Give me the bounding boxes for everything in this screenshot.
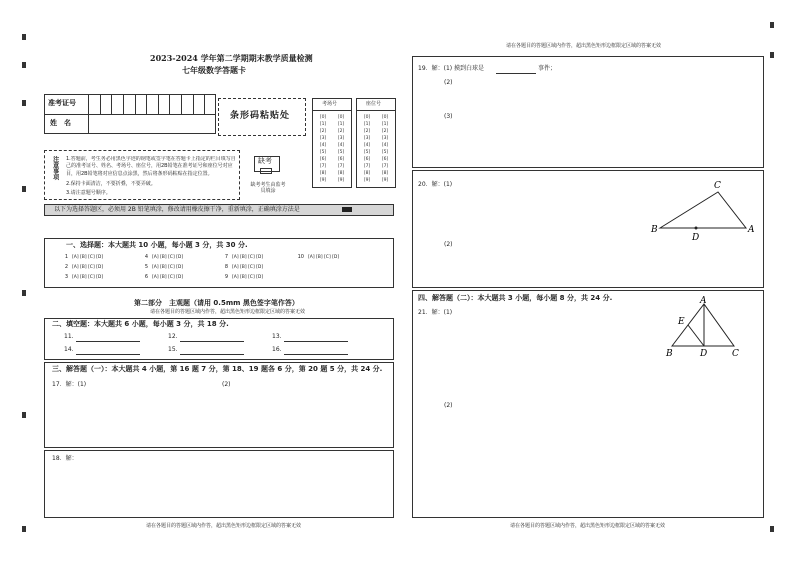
q17-part1: 17．解：(1) <box>52 381 87 388</box>
bubble[interactable]: [0] <box>381 115 389 120</box>
bubble[interactable]: [4] <box>319 143 327 149</box>
bubble[interactable]: [3] <box>381 136 389 142</box>
q19-part1: 19．解：(1) 摸到白球是 <box>418 65 485 72</box>
exam-id-label: 准考证号 <box>48 99 76 107</box>
barcode-label: 条形码粘贴处 <box>230 111 291 121</box>
registration-mark <box>22 290 26 296</box>
bubble[interactable]: [6] <box>381 157 389 163</box>
choice-row[interactable] <box>140 254 183 260</box>
question-number: 8 <box>224 264 228 270</box>
bubble[interactable]: [0] <box>337 115 345 120</box>
q17-part2: (2) <box>222 381 231 388</box>
q19-suffix: 事件； <box>538 65 557 72</box>
seat-label: 座位号 <box>366 101 382 107</box>
bubble[interactable]: [7] <box>319 164 327 170</box>
bubble[interactable]: [2] <box>337 129 345 135</box>
answer-blank[interactable] <box>180 354 244 355</box>
q20-part1: 20．解：(1) <box>418 181 453 188</box>
q21-part2: (2) <box>444 402 453 409</box>
bubble[interactable]: [2] <box>319 129 327 135</box>
label-c: C <box>714 181 721 191</box>
fill-q15: 15. <box>168 346 178 353</box>
fill-instruction: 以下为选择答题区，必须用 2B 铅笔填涂，修改请用橡皮擦干净，重新填涂，正确填涂方法是 <box>54 206 300 213</box>
bubble[interactable]: [1] <box>363 122 371 128</box>
answer1-title: 三、解答题（一）：本大题共 4 小题，第 16 题 7 分，第 18、19 题各 6 分，第 20 题 5 分，共 24 分. <box>52 365 383 373</box>
registration-mark <box>22 62 26 68</box>
bubble[interactable]: [8] <box>319 171 327 177</box>
bubble[interactable]: [4] <box>337 143 345 149</box>
part2-note: 请在各题目的答题区域内作答，超出黑色矩形边框限定区域的答案无效 <box>150 309 306 315</box>
segment-ed <box>688 325 704 346</box>
registration-mark <box>22 412 26 418</box>
notice-item-3: 2.保持卡面清洁，不要折叠，不要弄破。 <box>66 181 156 187</box>
registration-mark <box>770 526 774 532</box>
q19-part2: (2) <box>444 79 453 86</box>
registration-mark <box>22 34 26 40</box>
seat-bubbles-1[interactable] <box>360 116 374 184</box>
left-footer-note: 请在各题目的答题区域内作答，超出黑色矩形边框限定区域的答案无效 <box>146 523 302 529</box>
question-number: 5 <box>144 264 148 270</box>
divider <box>356 110 396 111</box>
exam-room-label: 考场号 <box>322 101 338 107</box>
bubble[interactable]: [6] <box>337 157 345 163</box>
exam-title: 2023-2024 学年第二学期期末教学质量检测 <box>150 53 313 63</box>
bubble[interactable]: [0] <box>363 115 371 120</box>
label-a: A <box>748 225 755 235</box>
bubble[interactable]: [6] <box>319 157 327 163</box>
label-b: B <box>666 349 673 359</box>
bubble[interactable]: [9] <box>337 178 345 184</box>
choice-row[interactable] <box>60 254 103 260</box>
choice-bubbles[interactable]: [A] [B] [C] [D] <box>308 254 340 260</box>
bubble[interactable]: [8] <box>337 171 345 177</box>
fill-q16: 16. <box>272 346 282 353</box>
bubble[interactable]: [0] <box>319 115 327 120</box>
fill-q13: 13. <box>272 333 282 340</box>
choice-bubbles[interactable]: [A] [B] [C] [D] <box>72 274 104 280</box>
choice-bubbles[interactable]: [A] [B] [C] [D] <box>232 274 264 280</box>
filled-sample-mark <box>342 207 352 212</box>
bubble[interactable]: [9] <box>363 178 371 184</box>
answer-blank[interactable] <box>180 341 244 342</box>
answer-blank[interactable] <box>76 354 140 355</box>
choice-row[interactable] <box>296 254 339 260</box>
triangle-figure-21 <box>660 294 744 360</box>
bubble[interactable]: [2] <box>381 129 389 135</box>
fill-q11: 11. <box>64 333 74 340</box>
answer-section-19[interactable] <box>412 56 764 168</box>
bubble[interactable]: [4] <box>381 143 389 149</box>
label-b: B <box>651 225 658 235</box>
fill-q14: 14. <box>64 346 74 353</box>
question-number: 4 <box>144 254 148 260</box>
question-number: 2 <box>64 264 68 270</box>
name-label: 姓 名 <box>50 119 71 127</box>
bubble[interactable]: [9] <box>381 178 389 184</box>
answer-blank[interactable] <box>496 73 536 74</box>
question-number: 6 <box>144 274 148 280</box>
choice-bubbles[interactable]: [A] [B] [C] [D] <box>152 254 184 260</box>
registration-mark <box>22 526 26 532</box>
bubble[interactable]: [5] <box>381 150 389 156</box>
registration-mark <box>770 52 774 58</box>
part1-title: 一、选择题：本大题共 10 小题，每小题 3 分，共 30 分. <box>66 241 248 249</box>
label-a: A <box>700 296 707 306</box>
q18-label: 18．解： <box>52 455 78 462</box>
choice-bubbles[interactable]: [A] [B] [C] [D] <box>232 264 264 270</box>
registration-mark <box>770 22 774 28</box>
seat-bubbles-2[interactable] <box>378 116 392 184</box>
q19-part3: (3) <box>444 113 453 120</box>
registration-mark <box>22 100 26 106</box>
question-number: 9 <box>224 274 228 280</box>
q20-part2: (2) <box>444 241 453 248</box>
choice-row[interactable] <box>140 274 183 280</box>
question-number: 3 <box>64 274 68 280</box>
bubble[interactable]: [8] <box>363 171 371 177</box>
bubble[interactable]: [3] <box>319 136 327 142</box>
label-e: E <box>678 317 685 327</box>
choice-bubbles[interactable]: [A] [B] [C] [D] <box>232 254 264 260</box>
absent-note: 缺考考生由监考员填涂 <box>250 182 286 194</box>
bubble[interactable]: [5] <box>319 150 327 156</box>
notice-item-2: 目，用2B铅笔将对应信息点涂黑，然后将条形码粘贴在指定位置。 <box>66 171 213 177</box>
bubble[interactable]: [1] <box>381 122 389 128</box>
answer-section-18[interactable] <box>44 450 394 518</box>
bubble[interactable]: [5] <box>363 150 371 156</box>
answer-blank[interactable] <box>284 354 348 355</box>
divider <box>312 110 352 111</box>
divider <box>44 114 216 115</box>
label-d: D <box>700 349 708 359</box>
point-d <box>695 227 698 230</box>
bubble[interactable]: [1] <box>337 122 345 128</box>
label-c: C <box>732 349 739 359</box>
answer-blank[interactable] <box>284 341 348 342</box>
part2-title: 第二部分 主观题（请用 0.5mm 黑色签字笔作答） <box>134 299 299 307</box>
exam-room-bubbles-2[interactable] <box>334 116 348 184</box>
triangle-abc <box>660 192 746 228</box>
absent-checkbox[interactable] <box>260 168 272 174</box>
right-top-note: 请在各题目的答题区域内作答，超出黑色矩形边框限定区域的答案无效 <box>506 43 662 49</box>
question-number: 10 <box>297 254 304 260</box>
right-footer-note: 请在各题目的答题区域内作答，超出黑色矩形边框限定区域的答案无效 <box>510 523 666 529</box>
choice-row[interactable] <box>220 254 263 260</box>
choice-bubbles[interactable]: [A] [B] [C] [D] <box>152 274 184 280</box>
bubble[interactable]: [7] <box>363 164 371 170</box>
choice-row[interactable] <box>220 264 263 270</box>
bubble[interactable]: [3] <box>363 136 371 142</box>
answer-blank[interactable] <box>76 341 140 342</box>
bubble[interactable]: [5] <box>337 150 345 156</box>
notice-item-1: 1.答题前，考生务必用黑色字迹的钢笔或签字笔在答题卡上指定的栏目填写自己的准考证号、姓名、考场号、座位号，用2B铅笔在准考证号和座位号对应 <box>66 156 236 169</box>
choice-row[interactable] <box>60 264 103 270</box>
answer2-title: 四、解答题（二）：本大题共 3 小题，每小题 8 分，共 24 分. <box>418 294 613 302</box>
triangle-figure-20 <box>648 176 758 242</box>
choice-row[interactable] <box>60 274 103 280</box>
notice-label: 注意事项 <box>51 156 59 180</box>
question-number: 7 <box>224 254 228 260</box>
absent-label: 缺考 <box>258 157 272 165</box>
bubble[interactable]: [2] <box>363 129 371 135</box>
choice-bubbles[interactable]: [A] [B] [C] [D] <box>72 254 104 260</box>
bubble[interactable]: [7] <box>337 164 345 170</box>
choice-row[interactable] <box>220 274 263 280</box>
bubble[interactable]: [8] <box>381 171 389 177</box>
bubble[interactable]: [4] <box>363 143 371 149</box>
bubble[interactable]: [6] <box>363 157 371 163</box>
label-d: D <box>692 233 700 242</box>
bubble[interactable]: [3] <box>337 136 345 142</box>
fill-section-title: 二、填空题：本大题共 6 小题，每小题 3 分，共 18 分. <box>52 320 229 328</box>
registration-mark <box>22 186 26 192</box>
fill-q12: 12. <box>168 333 178 340</box>
question-number: 1 <box>64 254 68 260</box>
answer-section-17[interactable] <box>44 362 394 448</box>
exam-subtitle: 七年级数学答题卡 <box>182 65 246 75</box>
choice-bubbles[interactable]: [A] [B] [C] [D] <box>72 264 104 270</box>
choice-row[interactable] <box>140 264 183 270</box>
q21-part1: 21．解：(1) <box>418 309 453 316</box>
bubble[interactable]: [9] <box>319 178 327 184</box>
bubble[interactable]: [1] <box>319 122 327 128</box>
notice-item-4: 3.请注意题号顺序。 <box>66 190 111 196</box>
choice-bubbles[interactable]: [A] [B] [C] [D] <box>152 264 184 270</box>
bubble[interactable]: [7] <box>381 164 389 170</box>
exam-id-cells[interactable] <box>88 94 216 114</box>
exam-room-bubbles-1[interactable] <box>316 116 330 184</box>
